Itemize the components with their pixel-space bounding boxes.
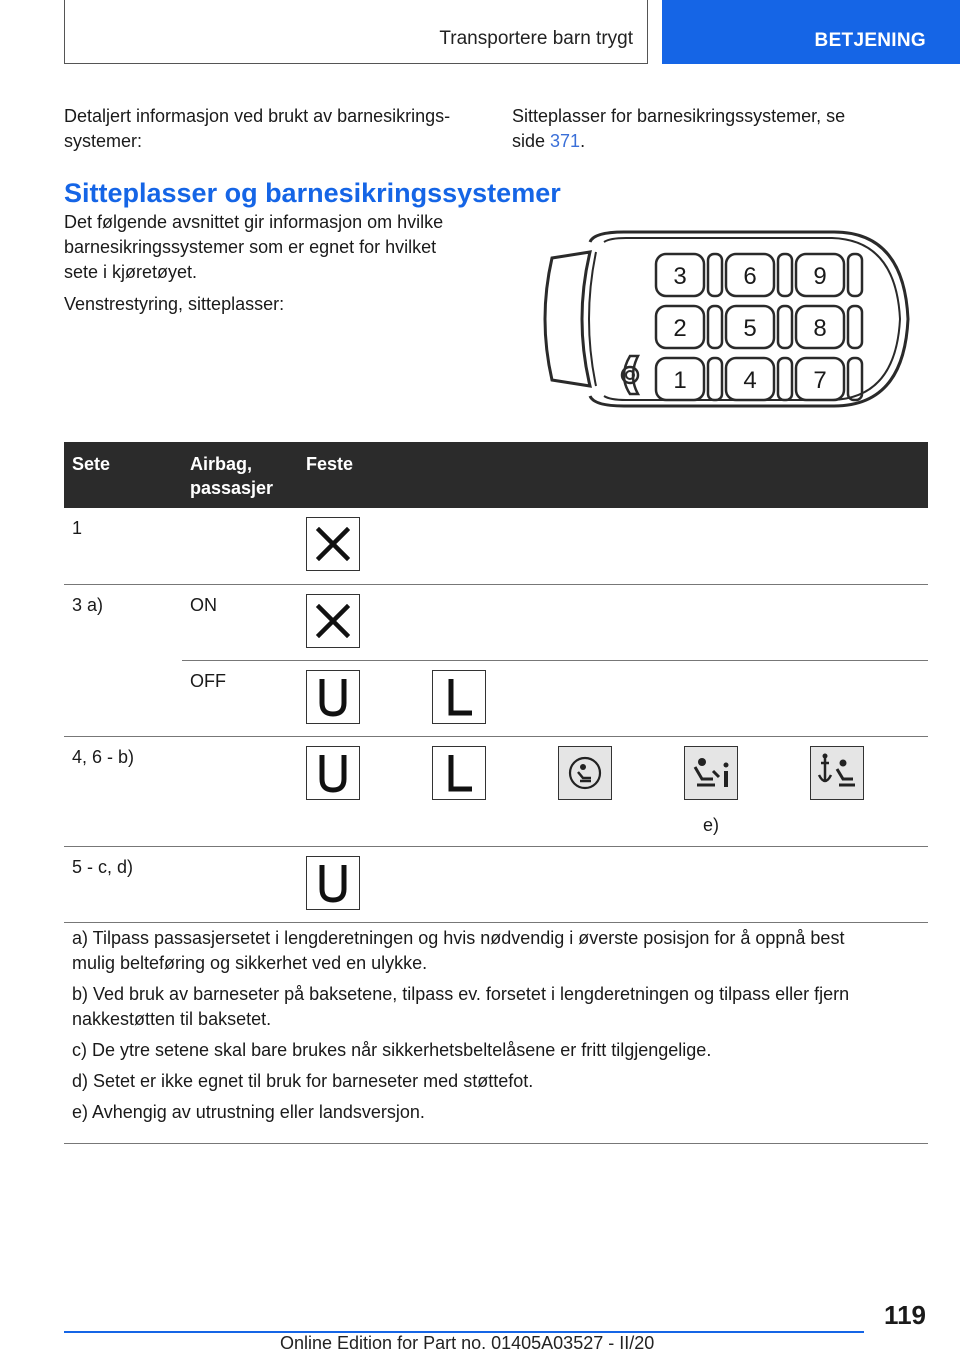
intro-left	[64, 104, 484, 154]
airbag-cell	[182, 846, 298, 922]
seat-number-label: 5	[743, 315, 757, 342]
body-line3: sete i kjøretøyet.	[64, 262, 198, 282]
table-row	[64, 736, 928, 846]
seat-7	[796, 358, 862, 400]
footnote-b-l2: nakkestøtten til baksetet.	[72, 1009, 272, 1029]
fasten-cell	[298, 584, 928, 660]
col-header-airbag-l1: Airbag,	[190, 454, 253, 474]
isofix-l-icon	[432, 746, 486, 800]
seat-9	[796, 254, 862, 296]
seat-6	[726, 254, 792, 296]
isofix-info-icon	[684, 746, 738, 800]
intro-right-prefix: side	[512, 131, 551, 151]
top-tether-icon	[810, 746, 864, 800]
seat-5	[726, 306, 792, 348]
seat-number-label: 7	[813, 367, 827, 394]
intro-right-line1: Sitteplasser for barnesikringssystemer, se	[512, 106, 846, 126]
footnote-a	[72, 926, 920, 976]
footnote-e: e) Avhengig av utrustning eller landsversjon.	[72, 1102, 425, 1122]
header-title: Transportere barn trygt	[439, 28, 633, 49]
seat-cell: 4, 6 - b)	[64, 736, 182, 846]
seat-1	[656, 358, 722, 400]
airbag-cell: OFF	[182, 660, 298, 736]
edition-note: Online Edition for Part no. 01405A03527 - II/20	[280, 1333, 655, 1353]
seat-cell: 5 - c, d)	[64, 846, 182, 922]
footnote-b-l1: b) Ved bruk av barneseter på baksetene, tilpass ev. forsetet i lengderetningen og tilpass eller fjern	[72, 984, 850, 1004]
seat-layout-diagram	[534, 228, 914, 410]
body-text	[64, 210, 494, 285]
section-heading: Sitteplasser og barnesikringssystemer	[64, 178, 561, 208]
footnote-d: d) Setet er ikke egnet til bruk for barneseter med støttefot.	[72, 1071, 534, 1091]
seat-number-label: 4	[743, 367, 757, 394]
seat-number-label: 3	[673, 263, 687, 290]
universal-u-icon	[306, 670, 360, 724]
seat-number-label: 8	[813, 315, 827, 342]
table-row	[64, 584, 928, 660]
isofix-info-group	[684, 746, 738, 836]
airbag-cell: ON	[182, 584, 298, 660]
footnote-c: c) De ytre setene skal bare brukes når sikkerhetsbeltelåsene er fritt tilgjengelige.	[72, 1040, 712, 1060]
table-row	[64, 846, 928, 922]
table-header-row	[64, 442, 928, 508]
body-line1: Det følgende avsnittet gir informasjon om hvilke	[64, 212, 444, 232]
body-subtitle	[64, 292, 494, 317]
page-reference-link[interactable]: 371	[550, 131, 581, 151]
seat-2	[656, 306, 722, 348]
fasten-cell	[298, 508, 928, 584]
table-row	[64, 508, 928, 584]
col-header-seat-label: Sete	[72, 454, 111, 474]
seat-cell: 3 a)	[72, 594, 104, 615]
col-header-airbag-l2: passasjer	[190, 478, 274, 498]
fasten-cell	[298, 846, 928, 922]
seat-4	[726, 358, 792, 400]
fasten-cell	[298, 660, 928, 736]
intro-right-suffix: .	[580, 131, 586, 151]
not-suitable-cross-icon	[306, 517, 360, 571]
seat-8	[796, 306, 862, 348]
seat-grid	[656, 254, 862, 400]
header-section-tab[interactable]	[662, 0, 960, 64]
icon-note: e)	[702, 814, 719, 835]
seat-number-label: 6	[743, 263, 757, 290]
intro-left-line1: Detaljert informasjon ved brukt av barnesikrings-	[64, 106, 451, 126]
table-row	[64, 660, 928, 736]
universal-u-icon	[306, 746, 360, 800]
isofix-seat-icon	[558, 746, 612, 800]
header-section-label: BETJENING	[814, 30, 926, 51]
isofix-l-icon	[432, 670, 486, 724]
page-number: 119	[884, 1300, 926, 1330]
intro-right	[512, 104, 932, 154]
col-header-seat	[64, 442, 182, 508]
intro-left-line2: systemer:	[64, 131, 143, 151]
col-header-airbag	[182, 442, 298, 508]
body-line2: barnesikringssystemer som er egnet for hvilket	[64, 237, 437, 257]
seat-number-label: 1	[673, 367, 687, 394]
airbag-cell	[182, 736, 298, 846]
footnotes	[64, 916, 928, 1144]
universal-u-icon	[306, 856, 360, 910]
seat-table	[64, 442, 928, 923]
seat-cell: 1	[64, 508, 182, 584]
header-title-box	[64, 0, 648, 64]
seat-3	[656, 254, 722, 296]
footnote-b	[72, 982, 920, 1032]
not-suitable-cross-icon	[306, 594, 360, 648]
seat-number-label: 2	[673, 315, 687, 342]
airbag-cell	[182, 508, 298, 584]
seat-number-label: 9	[813, 263, 827, 290]
footnote-a-l2: mulig belteføring og sikkerhet ved en ulykke.	[72, 953, 428, 973]
col-header-fasten	[298, 442, 928, 508]
footnote-a-l1: a) Tilpass passasjersetet i lengderetningen og hvis nødvendig i øverste posisjon for å oppnå best	[72, 928, 845, 948]
body-line4: Venstrestyring, sitteplasser:	[64, 294, 285, 314]
col-header-fasten-label: Feste	[306, 454, 354, 474]
fasten-cell	[298, 736, 928, 846]
